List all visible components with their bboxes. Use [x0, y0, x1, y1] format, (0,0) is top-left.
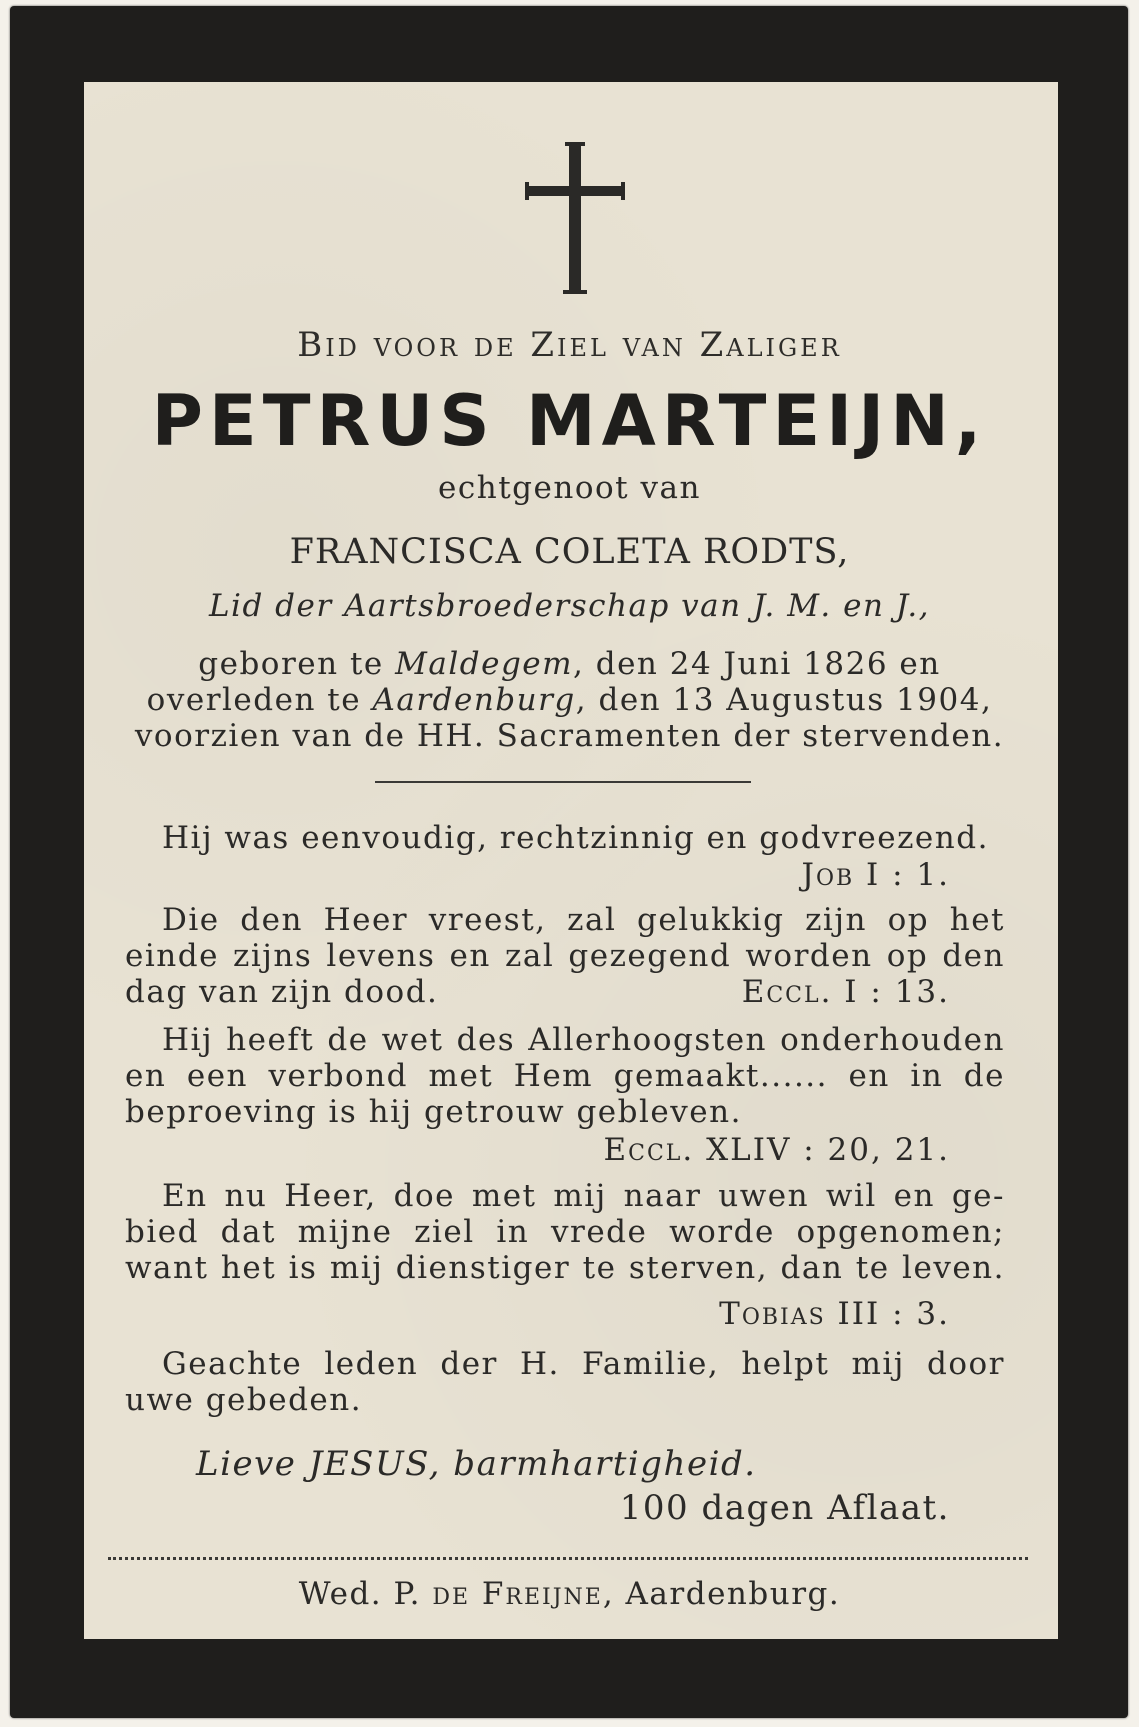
prayer-heading: Bid voor de Ziel van Zaliger [297, 325, 842, 365]
verse-4-line-2: bied dat mijne ziel in vrede worde opgenomen; [125, 1214, 1005, 1250]
verse-2-line-3: dag van zijn dood. [125, 974, 439, 1010]
prayer-line: Lieve JESUS, barmhartigheid. [196, 1444, 757, 1484]
verse-3-line-3: beproeving is hij getrouw gebleven. [125, 1094, 742, 1130]
verse-4-line-1: En nu Heer, doe met mij naar uwen wil en ge- [162, 1178, 1005, 1214]
printer-line: Wed. P. de Freijne, Aardenburg. [298, 1576, 841, 1612]
deceased-name: PETRUS MARTEIJN, [151, 380, 988, 462]
sacraments-line: voorzien van de HH. Sacramenten der stervenden. [134, 718, 1005, 754]
cross-icon [525, 142, 625, 294]
spouse-intro: echtgenoot van [438, 470, 701, 506]
divider-rule [375, 781, 751, 783]
verse-1-line-1: Hij was eenvoudig, rechtzinnig en godvreezend. [162, 820, 989, 856]
verse-5-line-2: uwe gebeden. [125, 1382, 363, 1418]
verse-4-ref: Tobias III : 3. [719, 1296, 950, 1332]
indulgence-line: 100 dagen Aflaat. [619, 1488, 950, 1528]
death-line: overleden te Aardenburg, den 13 Augustus 1904, [146, 682, 993, 718]
verse-2-line-2: einde zijns levens en zal gezegend worden op den [125, 938, 1005, 974]
membership-line: Lid der Aartsbroederschap van J. M. en J., [208, 588, 931, 624]
verse-2-ref: Eccl. I : 13. [741, 974, 950, 1010]
verse-3-line-2: en een verbond met Hem gemaakt...... en in de [125, 1058, 1005, 1094]
dotted-rule [108, 1557, 1028, 1560]
verse-3-ref: Eccl. XLIV : 20, 21. [603, 1132, 950, 1168]
verse-3-line-1: Hij heeft de wet des Allerhoogsten onderhouden [162, 1022, 1005, 1058]
spouse-name: FRANCISCA COLETA RODTS, [289, 532, 850, 572]
birth-line: geboren te Maldegem, den 24 Juni 1826 en [198, 646, 941, 682]
verse-4-line-3: want het is mij dienstiger te sterven, dan te leven. [125, 1250, 1005, 1286]
verse-1-ref: Job I : 1. [801, 857, 950, 893]
verse-5-line-1: Geachte leden der H. Familie, helpt mij door [162, 1346, 1005, 1382]
verse-2-line-1: Die den Heer vreest, zal gelukkig zijn op het [162, 902, 1005, 938]
